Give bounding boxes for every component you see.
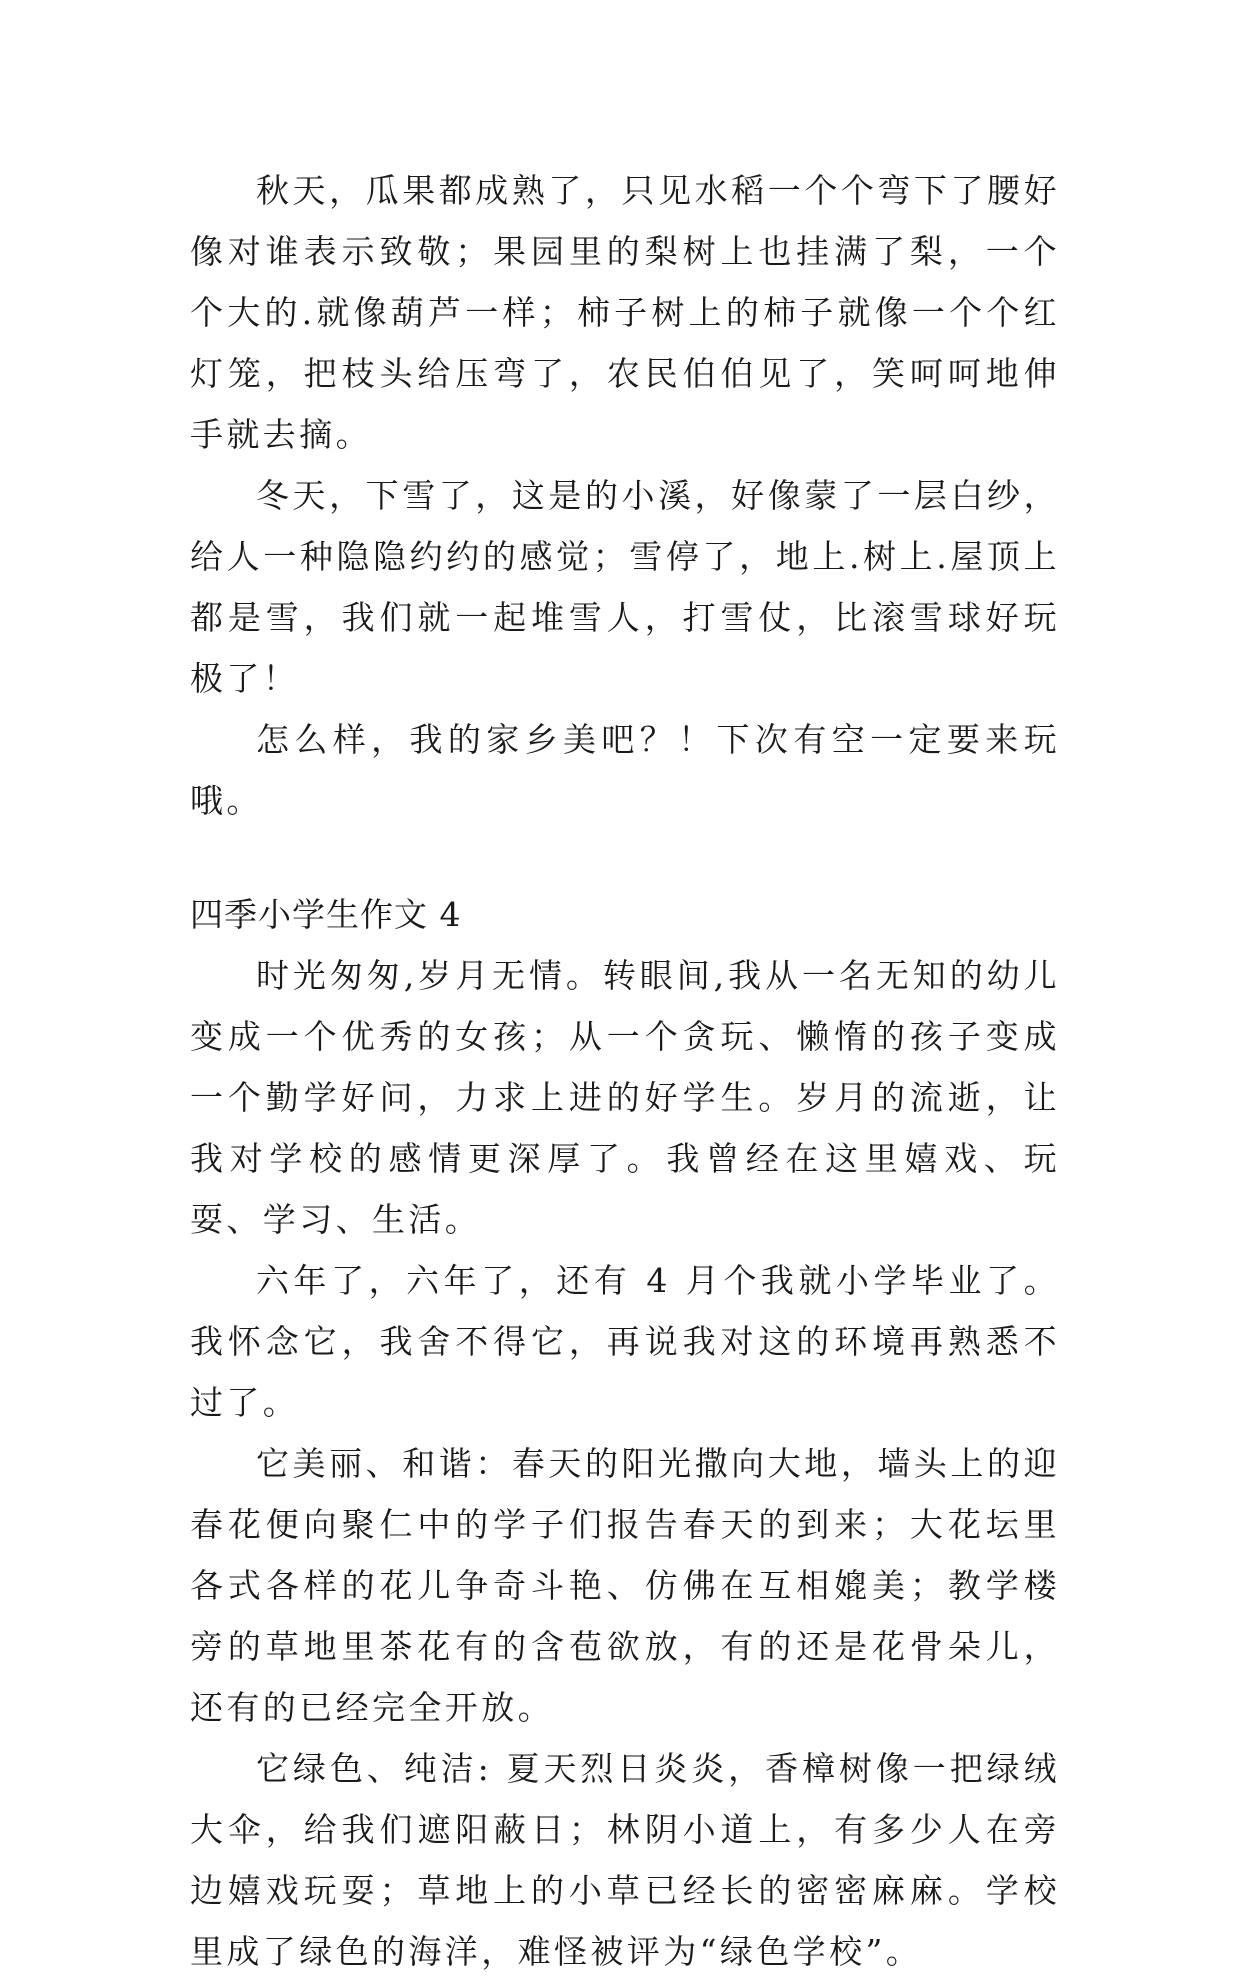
document-page — [190, 160, 1060, 1982]
paragraph-six-years: 六年了，六年了，还有 4 月个我就小学毕业了。我怀念它，我舍不得它，再说我对这的环境再熟悉不过了。 — [190, 1261, 1060, 1422]
paragraph-winter: 冬天，下雪了，这是的小溪，好像蒙了一层白纱，给人一种隐隐约约的感觉；雪停了，地上.树上.屋顶上都是雪，我们就一起堆雪人，打雪仗，比滚雪球好玩极了！ — [190, 476, 1060, 698]
section-title: 四季小学生作文 4 — [190, 895, 462, 934]
paragraph-autumn: 秋天，瓜果都成熟了，只见水稻一个个弯下了腰好像对谁表示致敬；果园里的梨树上也挂满了梨，一个个大的.就像葫芦一样；柿子树上的柿子就像一个个红灯笼，把枝头给压弯了，农民伯伯见了，笑呵呵地伸手就去摘。 — [190, 171, 1060, 454]
paragraph-green: 它绿色、纯洁: 夏天烈日炎炎，香樟树像一把绿绒大伞，给我们遮阳蔽日；林阴小道上，有多少人在旁边嬉戏玩耍；草地上的小草已经长的密密麻麻。学校里成了绿色的海洋，难怪被评为“绿色学校”。 — [190, 1749, 1060, 1971]
paragraph-time: 时光匆匆,岁月无情。转眼间,我从一名无知的幼儿变成一个优秀的女孩；从一个贪玩、懒惰的孩子变成一个勤学好问，力求上进的好学生。岁月的流逝，让我对学校的感情更深厚了。我曾经在这里嬉戏、玩耍、学习、生活。 — [190, 956, 1060, 1239]
paragraph-beautiful: 它美丽、和谐：春天的阳光撒向大地，墙头上的迎春花便向聚仁中的学子们报告春天的到来；大花坛里各式各样的花儿争奇斗艳、仿佛在互相媲美；教学楼旁的草地里茶花有的含苞欲放，有的还是花骨朵儿，还有的已经完全开放。 — [190, 1444, 1060, 1727]
paragraph-closing: 怎么样，我的家乡美吧？！下次有空一定要来玩哦。 — [190, 720, 1060, 820]
